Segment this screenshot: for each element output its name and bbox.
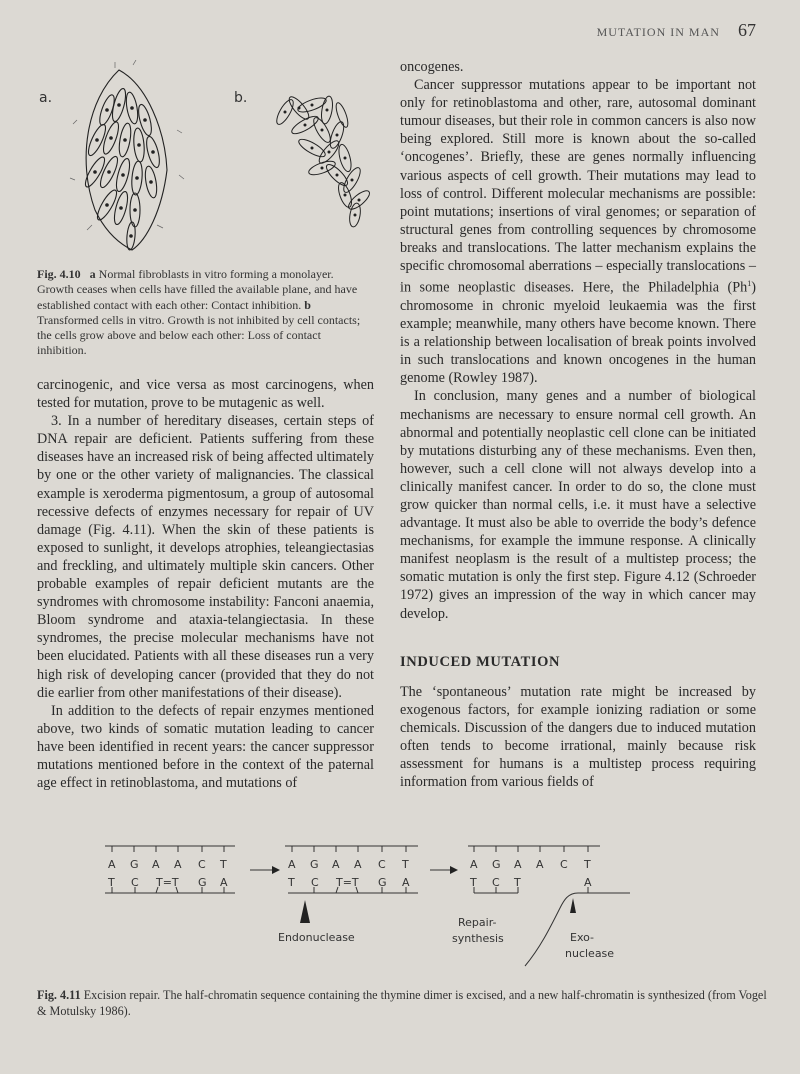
svg-text:A: A [514,858,522,871]
svg-text:C: C [198,858,206,871]
superscript: 1 [747,279,752,289]
section-heading: INDUCED MUTATION [400,653,561,670]
figure-4-10 [37,60,377,260]
endonuclease-marker [300,900,310,923]
caption-label: Fig. 4.10 [37,267,81,281]
caption-text: Excision repair. The half-chromatin sequence containing the thymine dimer is excised, and a new half-chromatin is synthesized (from Vogel & Motulsky 1986). [37,988,767,1018]
svg-text:A: A [108,858,116,871]
svg-text:A: A [584,876,592,889]
cell-culture-illustration [37,60,377,260]
svg-text:T: T [584,858,591,871]
svg-text:T: T [470,876,477,889]
text-run: ) chromosome in chronic myeloid leukaemia was the first example; meanwhile, many others have become known. There is a relationship between localisation of break points involved in such translocations and known oncogenes in the human genome (Rowley 1987). [400,279,756,387]
svg-text:A: A [152,858,160,871]
svg-text:A: A [354,858,362,871]
excision-repair-diagram [100,838,780,983]
figure-4-11-caption [37,988,767,1019]
repair-synthesis-label-1: Repair- [458,916,497,929]
svg-text:G: G [130,858,139,871]
svg-text:A: A [332,858,340,871]
caption-a-marker: a [89,267,96,281]
svg-text:G: G [492,858,501,871]
svg-text:A: A [174,858,182,871]
svg-text:C: C [560,858,568,871]
figure-4-10-caption [37,267,367,359]
svg-text:A: A [470,858,478,871]
svg-text:A: A [220,876,228,889]
svg-text:A: A [288,858,296,871]
exonuclease-label-2: nuclease [565,947,615,960]
exonuclease-label-1: Exo- [570,931,595,944]
exonuclease-marker [570,898,576,913]
transformed-cells-drawing [274,94,373,228]
panel-b-label: b. [234,90,248,106]
caption-b-marker: b [304,297,311,312]
paragraph: In conclusion, many genes and a number of biological mechanisms are necessary to ensure normal cell growth. An abnormal and potentially neoplastic cell clone can be initiated by mutations disturbing any of these mechanisms. Even then, however, such a cell clone will not always develop into a clinically manifest cancer. In order to do so, the clone must grow quicker than normal cells, i.e. it must have a selective advantage. It must also be able to override the body’s defence mechanisms, for example the immune response. A clinically manifest neoplasm is the result of a multistep process; the somatic mutation is only the first step. Figure 4.12 (Schroeder 1972) gives an impression of the way in which cancer may develop. [400,388,756,622]
text-run: Cancer suppressor mutations appear to be important not only for retinoblastoma and other, rare, autosomal dominant tumour diseases, but their role in common cancers is also now being explored. Still more is known about the so-called ‘oncogenes’. Briefly, these are genes normally influencing various aspects of cell growth. Their mutations may lead to loss of control. Different molecular mechanisms are possible: point mutations; insertions of viral genomes; or separation of structural genes from controlling sequences by chromosome breaks and translocations. The latter mechanism explains the specific chromosomal aberrations – especially translocations – in some neoplastic diseases. Here, the Philadelphia (Ph [400,77,756,296]
panel-a-label: a. [39,90,53,106]
svg-text:T: T [402,858,409,871]
svg-text:T: T [288,876,295,889]
paragraph: carcinogenic, and vice versa as most carcinogens, when tested for mutation, prove to be mutagenic as well. [37,377,374,412]
left-column [37,376,374,792]
paragraph: The ‘spontaneous’ mutation rate might be increased by exogenous factors, for example ionizing radiation or some chemicals. Discussion of the dangers due to induced mutation often tends to become irrational, mainly because risk assessment for humans is a multistep process requiring information from various fields of [400,683,756,791]
paragraph: In addition to the defects of repair enzymes mentioned above, two kinds of somatic mutation leading to cancer have been identified in recent years: the cancer suppressor mutations mentioned before in the context of the paternal age effect in retinoblastoma, and mutations of [37,702,374,792]
svg-text:C: C [311,876,319,889]
running-title: MUTATION IN MAN [596,25,720,39]
normal-fibroblasts-drawing [70,60,184,250]
caption-b-text: Transformed cells in vitro. Growth is not inhibited by cell contacts; the cells grow above and below each other: Loss of contact inhibition. [37,312,361,358]
svg-text:T=T: T=T [336,876,359,889]
page-number: 67 [738,20,756,40]
running-head [597,20,756,41]
paragraph [400,76,756,387]
svg-text:G: G [198,876,207,889]
svg-text:C: C [131,876,139,889]
repair-synthesis-label-2: synthesis [452,932,504,945]
svg-text:C: C [378,858,386,871]
svg-text:T=T: T=T [156,876,179,889]
caption-label: Fig. 4.11 [37,988,81,1002]
svg-text:T: T [108,876,115,889]
paragraph: oncogenes. [400,59,464,75]
svg-text:G: G [378,876,387,889]
svg-text:T: T [220,858,227,871]
endonuclease-label: Endonuclease [278,931,355,944]
paragraph: 3. In a number of hereditary diseases, certain steps of DNA repair are deficient. Patients suffering from these diseases have an increased risk of being affected ultimately by one or the other variety of malignancies. The classical example is xeroderma pigmentosum, a group of autosomal recessive defects of enzymes necessary for repair of UV damage (Fig. 4.11). When the skin of these patients is exposed to sunlight, it develops atrophies, teleangiectasias and freckling, and ultimately multiple skin cancers. Other probable examples of repair deficient mutants are the syndromes with chromosome instability: Fanconi anaemia, Bloom syndrome and ataxia-telangiectasia. In these syndromes, the precise molecular mechanisms have not been elucidated. Patients with all these diseases run a very high risk of developing cancer (provided that they do not die earlier from other manifestations of their disease). [37,413,374,701]
right-column [400,58,756,791]
svg-text:C: C [492,876,500,889]
caption-a-text: Normal fibroblasts in vitro forming a monolayer. Growth ceases when cells have filled the available plane, and have established contact with each other: Contact inhibition. [37,267,358,312]
svg-text:G: G [310,858,319,871]
figure-4-11 [100,838,780,983]
svg-text:A: A [402,876,410,889]
svg-text:A: A [536,858,544,871]
svg-text:T: T [514,876,521,889]
